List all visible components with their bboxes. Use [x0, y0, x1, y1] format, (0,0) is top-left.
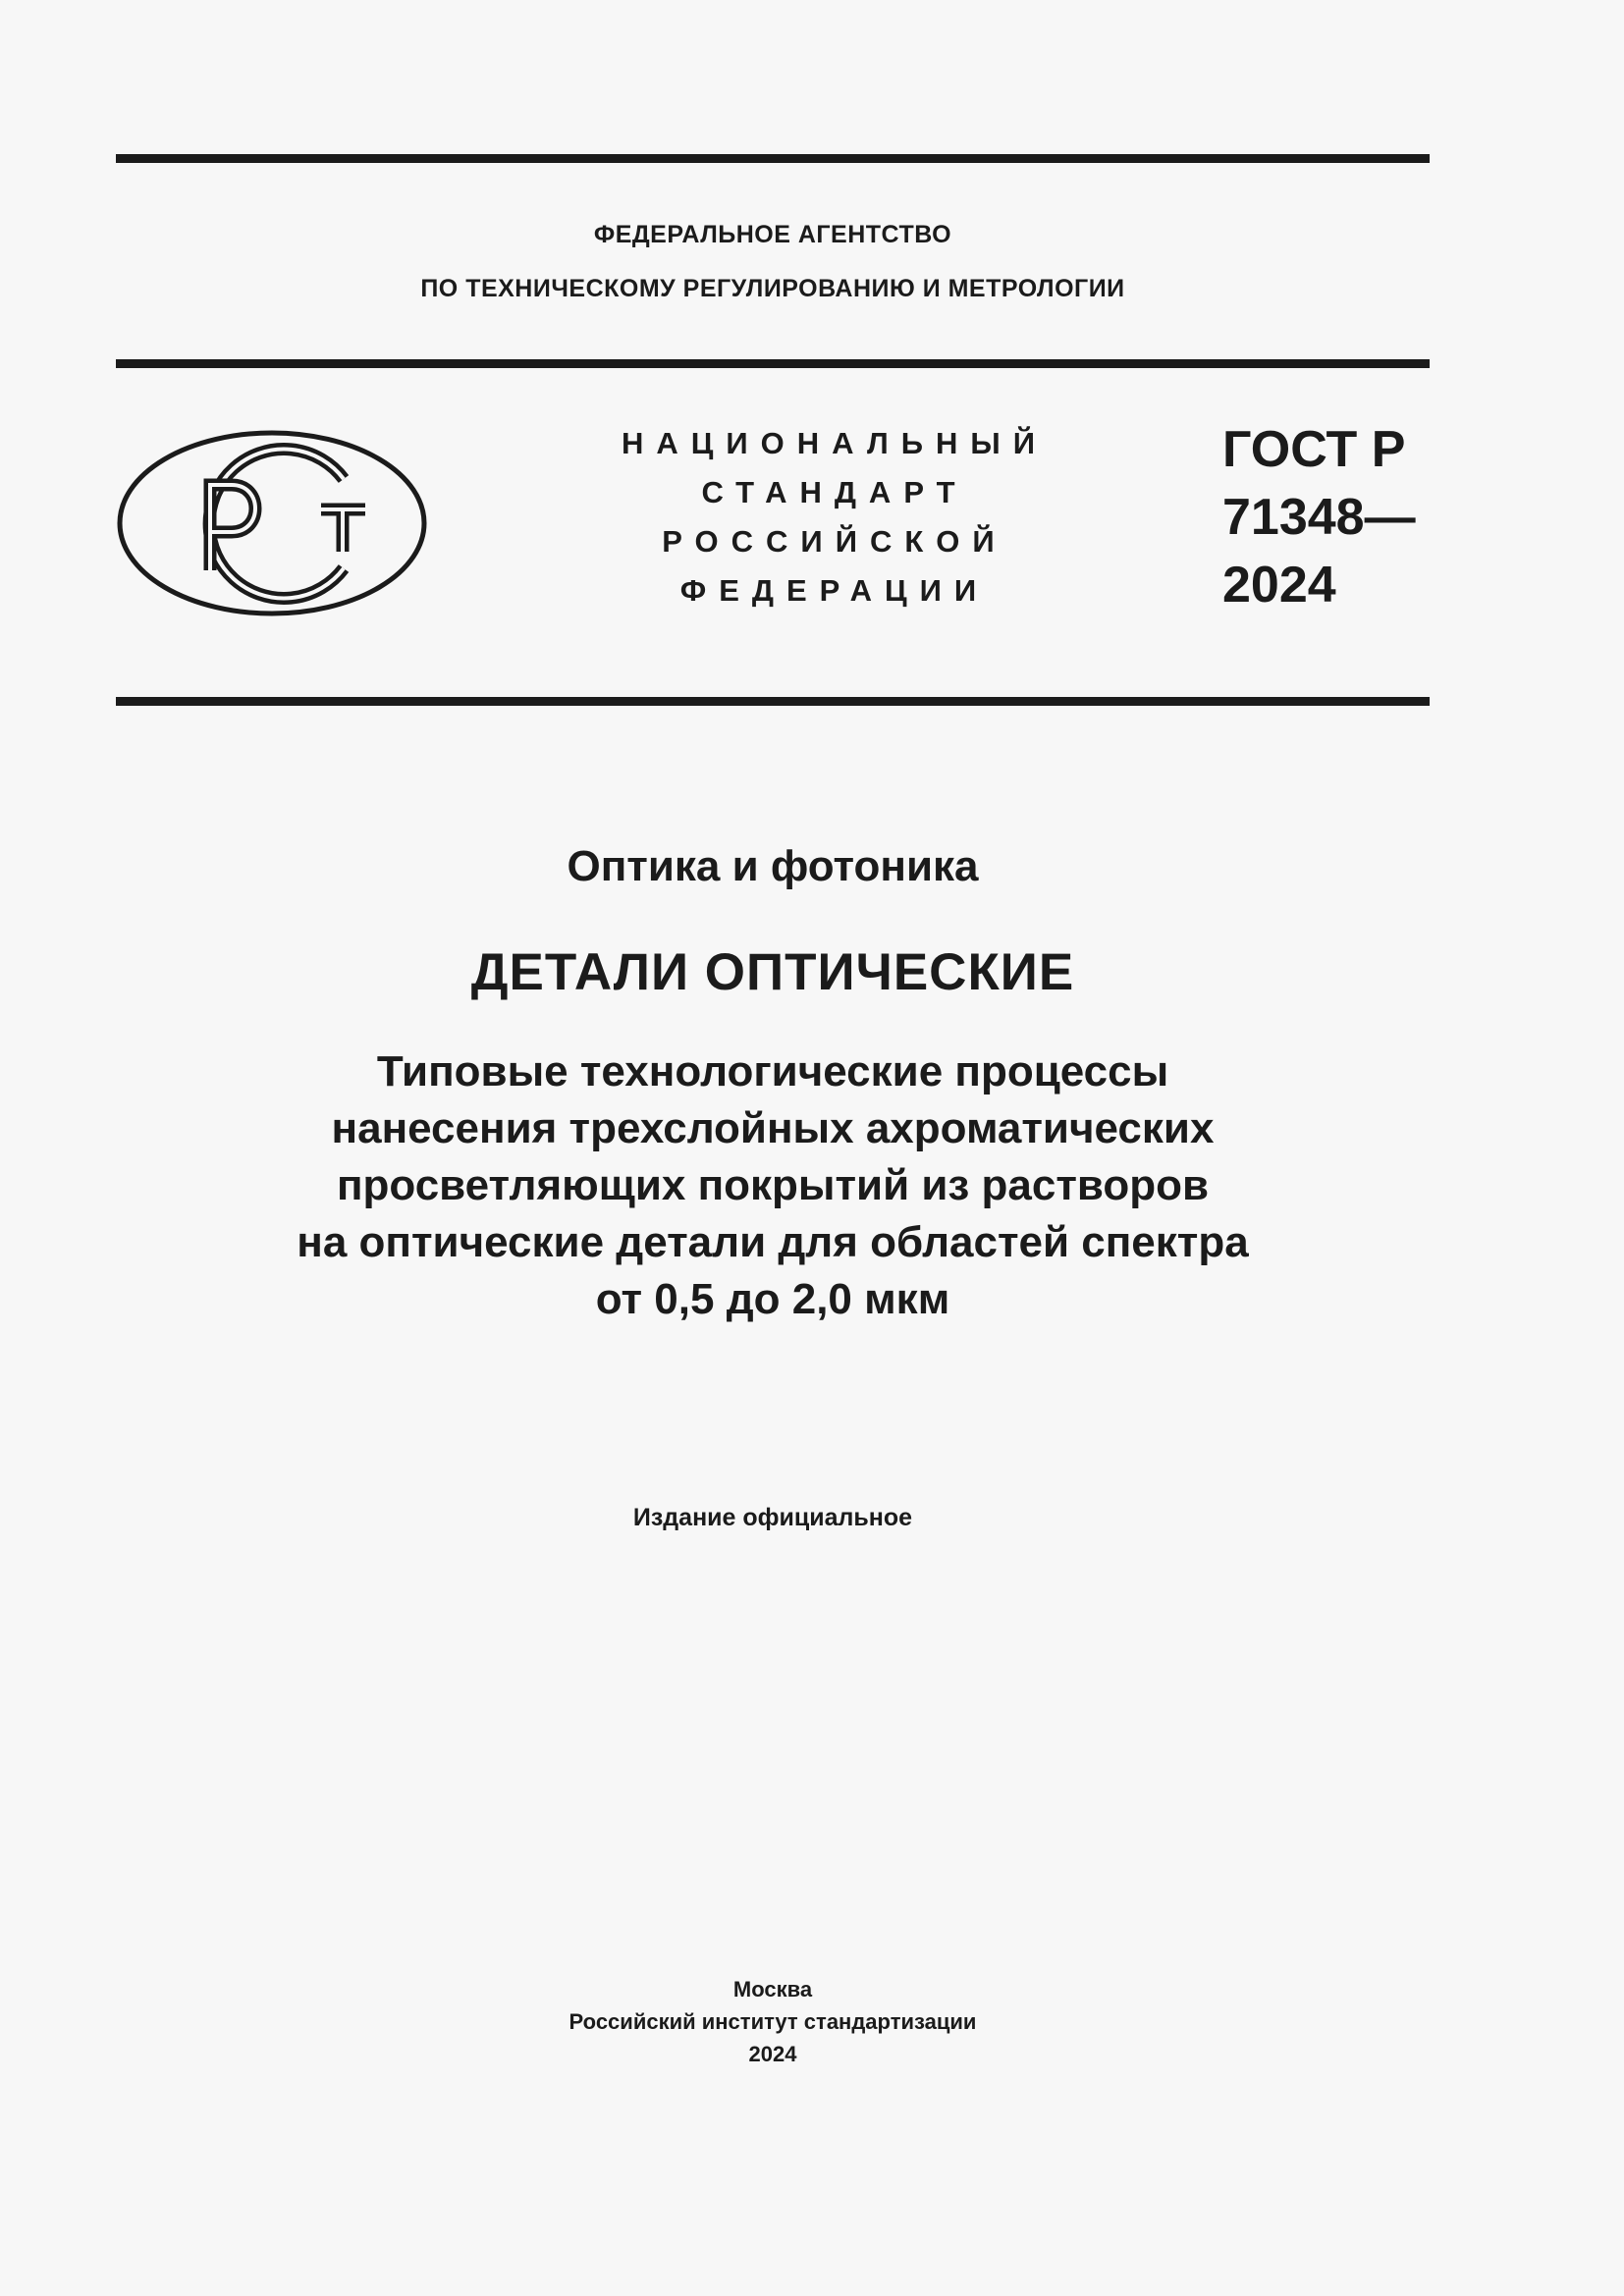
designation-line2: 71348—	[1222, 489, 1416, 546]
subtitle-line: просветляющих покрытий из растворов	[336, 1161, 1210, 1209]
agency-name-line2: ПО ТЕХНИЧЕСКОМУ РЕГУЛИРОВАНИЮ И МЕТРОЛОГИИ	[420, 275, 1125, 302]
standard-designation	[1222, 416, 1416, 619]
designation-line1: ГОСТ Р	[1222, 421, 1406, 478]
designation-line3: 2024	[1222, 557, 1336, 614]
subject-group: Оптика и фотоника	[567, 842, 979, 890]
subtitle-line: на оптические детали для областей спектра	[297, 1218, 1249, 1266]
agency-name-line1: ФЕДЕРАЛЬНОЕ АГЕНТСТВО	[593, 221, 952, 248]
subtitle-line: Типовые технологические процессы	[376, 1047, 1169, 1095]
document-title: ДЕТАЛИ ОПТИЧЕСКИЕ	[470, 943, 1075, 1001]
header-bottom-rule	[116, 697, 1430, 706]
document-subtitle	[116, 1043, 1430, 1328]
imprint-city: Москва	[732, 1977, 813, 2002]
top-rule	[116, 154, 1430, 163]
imprint-publisher: Российский институт стандартизации	[568, 2009, 977, 2034]
subtitle-line: от 0,5 до 2,0 мкм	[595, 1275, 950, 1323]
subtitle-line: нанесения трехслойных ахроматических	[331, 1104, 1215, 1152]
national-standard-line2: СТАНДАРТ	[701, 475, 968, 509]
national-standard-line3: РОССИЙСКОЙ	[662, 524, 1007, 559]
rst-mark-icon	[116, 428, 428, 618]
agency-bottom-rule	[116, 359, 1430, 368]
national-standard-line1: НАЦИОНАЛЬНЫЙ	[621, 426, 1049, 460]
imprint-year: 2024	[748, 2042, 797, 2066]
national-standard-line4: ФЕДЕРАЦИИ	[679, 573, 990, 608]
edition-note: Издание официальное	[632, 1504, 913, 1531]
